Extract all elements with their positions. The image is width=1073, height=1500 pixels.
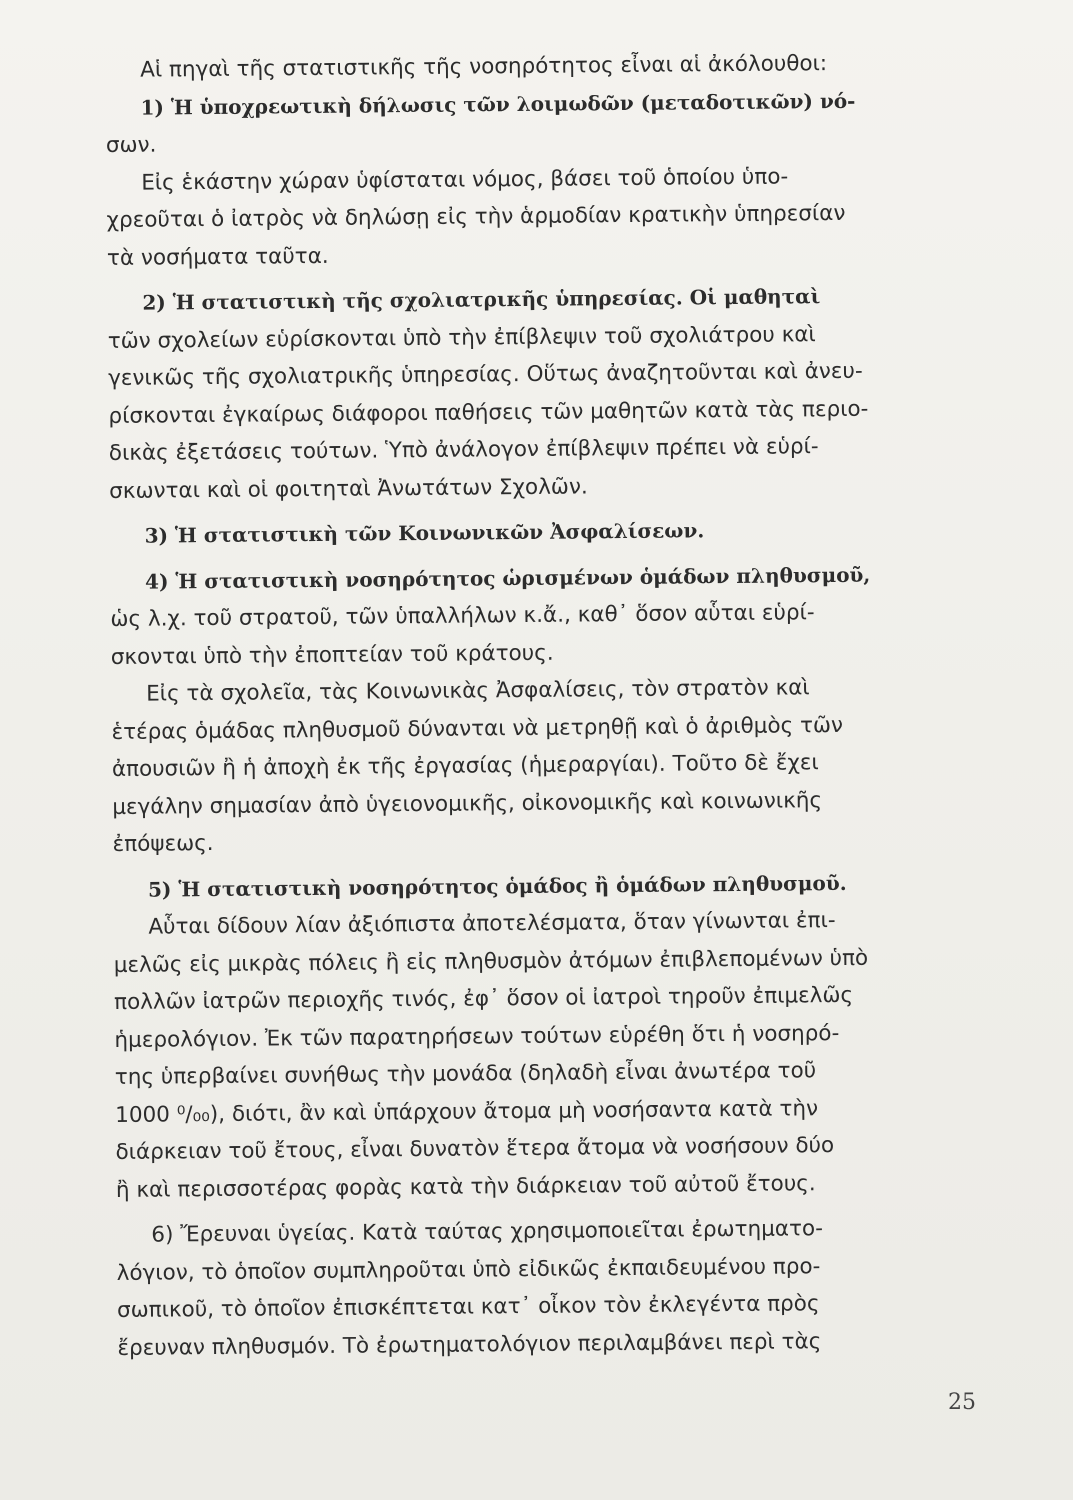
text-line: λόγιον, τὸ ὁποῖον συμπληροῦται ὑπὸ εἰδικῶς ἐκπαιδευμένου προ- (116, 1253, 821, 1286)
text-line: τῶν σχολείων εὑρίσκονται ὑπὸ τὴν ἐπίβλεψιν τοῦ σχολιάτρου καὶ (107, 321, 816, 354)
section-heading: 4) Ἡ στατιστικὴ νοσηρότητος ὡρισμένων ὁμάδων πληθυσμοῦ, (144, 562, 871, 594)
section-heading: 2) Ἡ στατιστικὴ τῆς σχολιατρικῆς ὑπηρεσίας. Οἱ μαθηταὶ (142, 284, 821, 315)
page-body-text (105, 44, 990, 1367)
text-line: σκωνται καὶ οἱ φοιτηταὶ Ἀνωτάτων Σχολῶν. (109, 473, 588, 504)
section-heading: 1) Ἡ ὑποχρεωτικὴ δήλωσις τῶν λοιμωδῶν (μεταδοτικῶν) νό- (140, 88, 856, 120)
text-line: ὡς λ.χ. τοῦ στρατοῦ, τῶν ὑπαλλήλων κ.ἄ., καθ᾽ ὅσον αὗται εὑρί- (110, 600, 815, 632)
page-number: 25 (948, 1390, 976, 1415)
text-line: δικὰς ἐξετάσεις τούτων. Ὑπὸ ἀνάλογον ἐπίβλεψιν πρέπει νὰ εὑρί- (108, 434, 819, 466)
text-line: χρεοῦται ὁ ἰατρὸς νὰ δηλώσῃ εἰς τὴν ἁρμοδίαν κρατικὴν ὑπηρεσίαν (106, 200, 846, 233)
section-heading: 6) Ἔρευναι ὑγείας. Κατὰ ταύτας χρησιμοποιεῖται ἐρωτηματο- (151, 1216, 824, 1248)
text-line: ἐπόψεως. (112, 830, 214, 857)
text-line: ρίσκονται ἐγκαίρως διάφοροι παθήσεις τῶν μαθητῶν κατὰ τὰς περιο- (108, 396, 869, 429)
text-line: σωπικοῦ, τὸ ὁποῖον ἐπισκέπτεται κατ᾽ οἶκον τὸν ἐκλεγέντα πρὸς (116, 1291, 820, 1323)
text-line: ἡμερολόγιον. Ἐκ τῶν παρατηρήσεων τούτων εὑρέθη ὅτι ἡ νοσηρό- (114, 1020, 840, 1053)
text-line: ἔρευναν πληθυσμόν. Τὸ ἐρωτηματολόγιον περιλαμβάνει περὶ τὰς (117, 1328, 822, 1361)
text-line: Αὗται δίδουν λίαν ἀξιόπιστα ἀποτελέσματα, ὅταν γίνωνται ἐπι- (148, 908, 836, 940)
text-line: διάρκειαν τοῦ ἔτους, εἶναι δυνατὸν ἕτερα ἄτομα νὰ νοσήσουν δύο (115, 1133, 835, 1165)
section-heading: 5) Ἡ στατιστικὴ νοσηρότητος ὁμάδος ἢ ὁμάδων πληθυσμοῦ. (147, 870, 847, 902)
text-line: πολλῶν ἰατρῶν περιοχῆς τινός, ἐφ᾽ ὅσον οἱ ἰατροὶ τηροῦν ἐπιμελῶς (114, 982, 854, 1015)
text-line: της ὑπερβαίνει συνήθως τὴν μονάδα (δηλαδὴ εἶναι ἀνωτέρα τοῦ (114, 1058, 817, 1090)
text-line: γενικῶς τῆς σχολιατρικῆς ὑπηρεσίας. Οὕτως ἀναζητοῦνται καὶ ἀνευ- (108, 358, 863, 391)
text-line: Αἱ πηγαὶ τῆς στατιστικῆς τῆς νοσηρότητος εἶναι αἱ ἀκόλουθοι: (140, 51, 828, 83)
text-line: σκονται ὑπὸ τὴν ἐποπτείαν τοῦ κράτους. (110, 640, 554, 670)
text-line: Εἰς τὰ σχολεῖα, τὰς Κοινωνικὰς Ἀσφαλίσεις, τὸν στρατὸν καὶ (146, 675, 810, 707)
text-line: σων. (105, 132, 157, 158)
text-line: 1000 ⁰/₀₀), διότι, ἂν καὶ ὑπάρχουν ἄτομα μὴ νοσήσαντα κατὰ τὴν (115, 1095, 819, 1128)
text-line: τὰ νοσήματα ταῦτα. (106, 243, 329, 271)
text-line: ἀπουσιῶν ἢ ἡ ἀποχὴ ἐκ τῆς ἐργασίας (ἡμεραργίαι). Τοῦτο δὲ ἔχει (111, 750, 819, 782)
text-line: ἑτέρας ὁμάδας πληθυσμοῦ δύνανται νὰ μετρηθῇ καὶ ὁ ἀριθμὸς τῶν (111, 712, 844, 745)
section-heading: 3) Ἡ στατιστικὴ τῶν Κοινωνικῶν Ἀσφαλίσεων. (144, 518, 705, 548)
text-line: ἢ καὶ περισσοτέρας φορὰς κατὰ τὴν διάρκειαν τοῦ αὐτοῦ ἔτους. (115, 1170, 816, 1203)
text-line: μεγάλην σημασίαν ἀπὸ ὑγειονομικῆς, οἰκονομικῆς καὶ κοινωνικῆς (112, 787, 823, 820)
text-line: μελῶς εἰς μικρὰς πόλεις ἢ εἰς πληθυσμὸν ἀτόμων ἐπιβλεπομένων ὑπὸ (113, 945, 869, 978)
text-line: Εἰς ἑκάστην χώραν ὑφίσταται νόμος, βάσει τοῦ ὁποίου ὑπο- (141, 163, 789, 196)
